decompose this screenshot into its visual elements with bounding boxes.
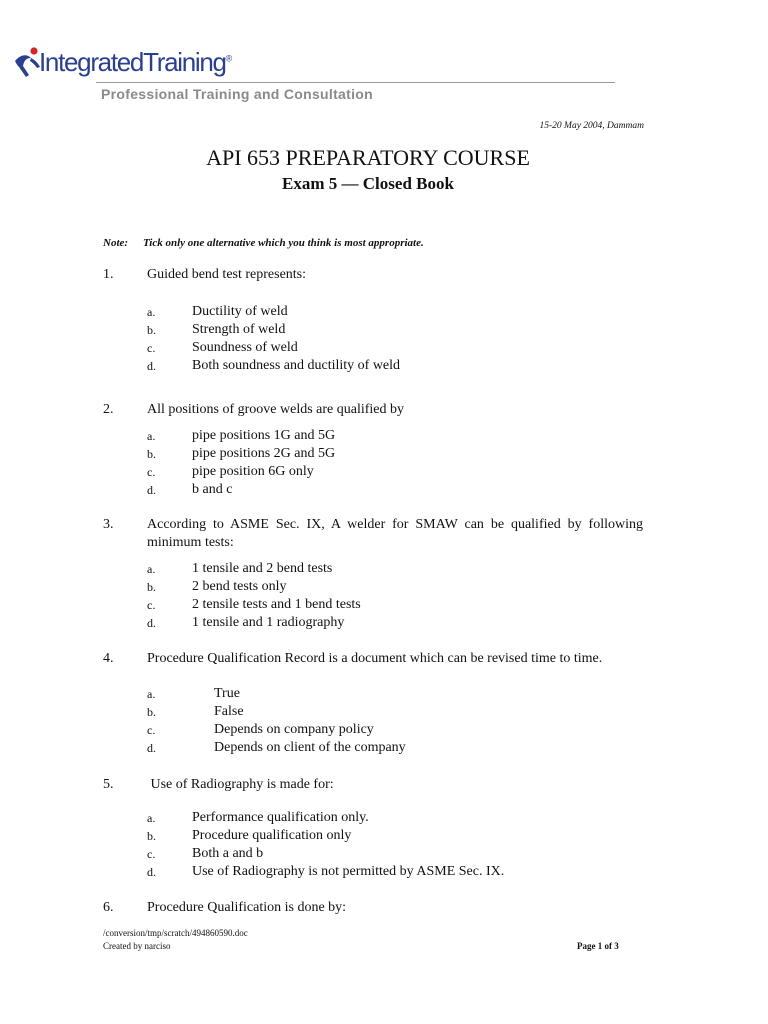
footer-file-path: /conversion/tmp/scratch/494860590.doc (103, 928, 248, 938)
company-logo (12, 44, 233, 84)
question-text: Use of Radiography is made for: (147, 777, 334, 792)
question-text: Procedure Qualification Record is a document which can be revised time to time. (147, 651, 603, 666)
note-label: Note: (103, 237, 129, 249)
question-3 (103, 516, 643, 552)
question-number: 1. (103, 267, 114, 282)
exam-dateline: 15-20 May 2004, Dammam (539, 121, 644, 131)
note-text: Tick only one alternative which you think is most appropriate. (143, 237, 424, 249)
page-number: Page 1 of 3 (577, 941, 619, 951)
running-figure-icon (12, 46, 42, 80)
question-number: 3. (103, 517, 114, 532)
question-2 (103, 401, 643, 419)
company-tagline: Professional Training and Consultation (101, 86, 373, 102)
question-1 (103, 266, 643, 284)
question-text: Guided bend test represents: (147, 267, 307, 282)
page-title: API 653 PREPARATORY COURSE (206, 145, 530, 170)
footer-author: Created by narciso (103, 941, 171, 951)
question-5 (103, 776, 643, 794)
header-divider (96, 82, 615, 83)
question-number: 6. (103, 900, 114, 915)
instructions-note (103, 237, 424, 249)
page-subtitle: Exam 5 — Closed Book (282, 174, 454, 193)
question-text: Procedure Qualification is done by: (147, 900, 347, 915)
question-number: 4. (103, 651, 114, 666)
question-text: According to ASME Sec. IX, A welder for SMAW can be qualified by following minimum tests: (147, 517, 643, 550)
question-4 (103, 650, 663, 668)
question-text: All positions of groove welds are qualified by (147, 402, 405, 417)
question-number: 2. (103, 402, 114, 417)
question-6 (103, 899, 643, 917)
question-number: 5. (103, 777, 114, 792)
logo-wordmark: IntegratedTraining® (39, 47, 233, 77)
